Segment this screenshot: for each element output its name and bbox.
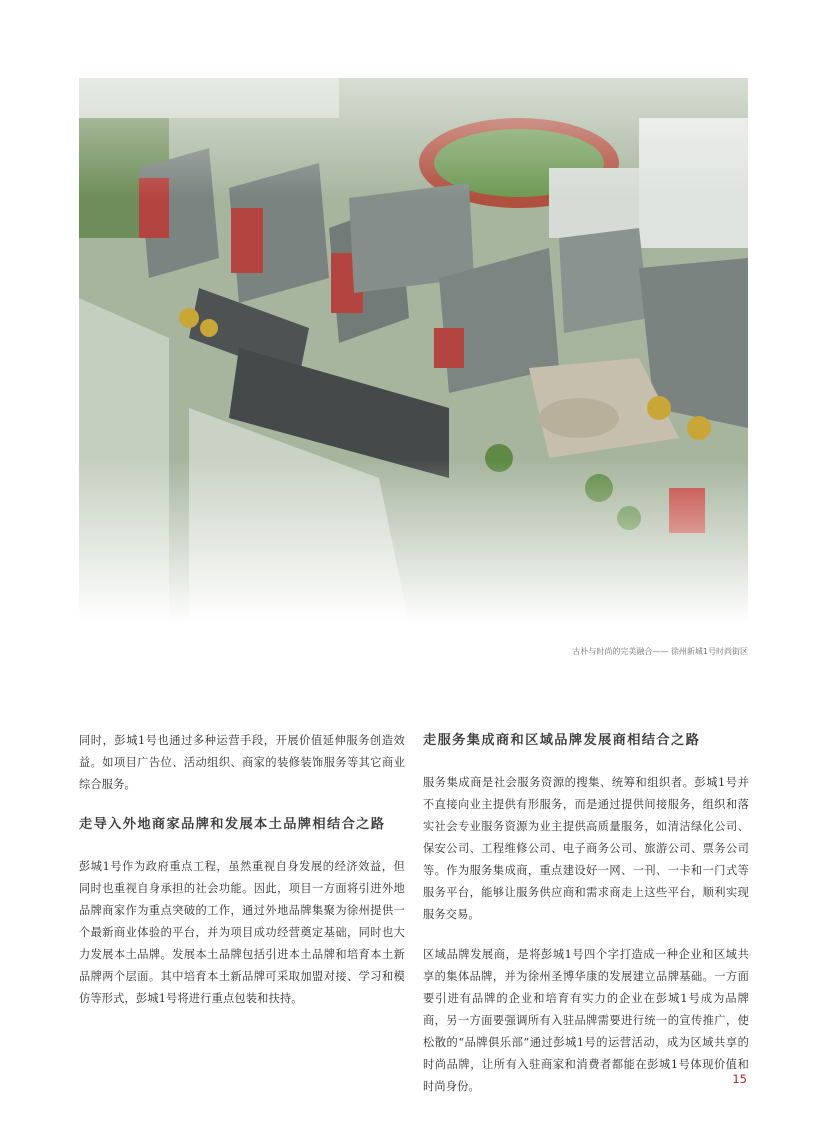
page-number: 15 (732, 1072, 747, 1086)
left-column (79, 730, 405, 1028)
intro-paragraph: 同时，彭城1号也通过多种运营手段，开展价值延伸服务创造效益。如项目广告位、活动组织、商家的装修装饰服务等其它商业综合服务。 (79, 734, 405, 791)
section-heading-local-brands: 走导入外地商家品牌和发展本土品牌相结合之路 (79, 817, 386, 832)
figure-caption: 古朴与时尚的完美融合—— 徐州新城1号时尚街区 (572, 647, 748, 656)
section-heading-service-integrator: 走服务集成商和区域品牌发展商相结合之路 (423, 733, 701, 748)
section-body-service-integrator: 服务集成商是社会服务资源的搜集、统筹和组织者。彭城1号并不直接向业主提供有形服务，而是通过提供间接服务，组织和落实社会专业服务资源为业主提供高质量服务，如清洁绿化公司、保安公司、工程维修公司、电子商务公司、旅游公司、票务公司等。作为服务集成商，重点建设好一网、一刊、一卡和一门式等服务平台，能够让服务供应商和需求商走上这些平台，顺利实现服务交易。 (423, 776, 749, 921)
section-body-local-brands: 彭城1号作为政府重点工程，虽然重视自身发展的经济效益，但同时也重视自身承担的社会功能。因此，项目一方面将引进外地品牌商家作为重点突破的工作，通过外地品牌集聚为徐州提供一个最新商业体验的平台，并为项目成功经营奠定基础，同时也大力发展本土品牌。发展本土品牌包括引进本土品牌和培育本土新品牌两个层面。其中培育本土新品牌可采取加盟对接、学习和模仿等形式，彭城1号将进行重点包装和扶持。 (79, 860, 405, 1005)
right-column (423, 730, 749, 1116)
aerial-rendering-illustration (79, 78, 748, 623)
aerial-rendering-image (79, 78, 748, 623)
section-body-regional-brand: 区域品牌发展商，是将彭城1号四个字打造成一种企业和区域共享的集体品牌，并为徐州圣博华康的发展建立品牌基础。一方面要引进有品牌的企业和培育有实力的企业在彭城1号成为品牌商，另一方面要强调所有入驻品牌需要进行统一的宣传推广，使松散的“品牌俱乐部”通过彭城1号的运营活动，成为区域共享的时尚品牌，让所有入驻商家和消费者都能在彭城1号体现价值和时尚身份。 (423, 948, 749, 1093)
